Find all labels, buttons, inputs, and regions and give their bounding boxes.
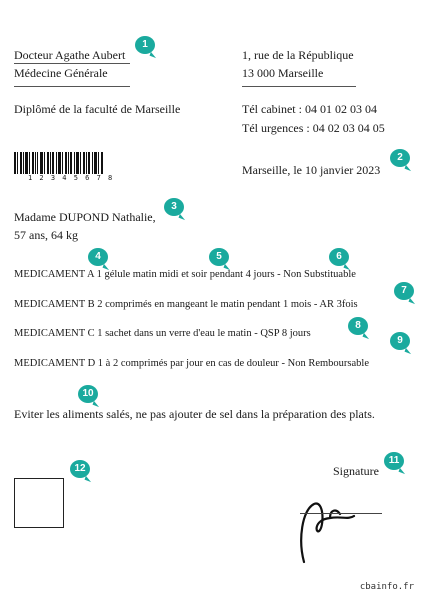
doctor-name-underline [14, 63, 130, 64]
doctor-name: Docteur Agathe Aubert [14, 48, 126, 62]
marker-10: 10 [78, 385, 98, 403]
marker-9: 9 [390, 332, 410, 350]
signature-scribble [290, 490, 380, 570]
medication-b: MEDICAMENT B 2 comprimés en mangeant le matin pendant 1 mois - AR 3fois [14, 299, 358, 310]
marker-5: 5 [209, 248, 229, 266]
marker-4: 4 [88, 248, 108, 266]
phone-office: Tél cabinet : 04 01 02 03 04 [242, 102, 377, 116]
address-line2: 13 000 Marseille [242, 66, 324, 80]
marker-2: 2 [390, 149, 410, 167]
address-underline [242, 86, 356, 87]
signature-line [300, 513, 382, 514]
medication-d: MEDICAMENT D 1 à 2 comprimés par jour en cas de douleur - Non Remboursable [14, 358, 369, 369]
doctor-diploma: Diplômé de la faculté de Marseille [14, 102, 181, 116]
stamp-box [14, 478, 64, 528]
barcode-number: 1 2 3 4 5 6 7 8 [28, 174, 114, 182]
marker-7: 7 [394, 282, 414, 300]
barcode-icon [14, 152, 104, 174]
patient-details: 57 ans, 64 kg [14, 228, 78, 242]
phone-emergency: Tél urgences : 04 02 03 04 05 [242, 121, 385, 135]
marker-3: 3 [164, 198, 184, 216]
marker-1: 1 [135, 36, 155, 54]
specialty-underline [14, 86, 130, 87]
date-line: Marseille, le 10 janvier 2023 [242, 163, 381, 177]
marker-12: 12 [70, 460, 90, 478]
watermark: cbainfo.fr [359, 582, 414, 592]
dietary-advice: Eviter les aliments salés, ne pas ajouter de sel dans la préparation des plats. [14, 407, 375, 421]
address-line1: 1, rue de la République [242, 48, 354, 62]
marker-11: 11 [384, 452, 404, 470]
medication-c: MEDICAMENT C 1 sachet dans un verre d'eau le matin - QSP 8 jours [14, 328, 311, 339]
medication-a: MEDICAMENT A 1 gélule matin midi et soir pendant 4 jours - Non Substituable [14, 269, 356, 280]
signature-label: Signature [333, 464, 379, 478]
patient-name: Madame DUPOND Nathalie, [14, 210, 156, 224]
doctor-specialty: Médecine Générale [14, 66, 108, 80]
marker-6: 6 [329, 248, 349, 266]
marker-8: 8 [348, 317, 368, 335]
